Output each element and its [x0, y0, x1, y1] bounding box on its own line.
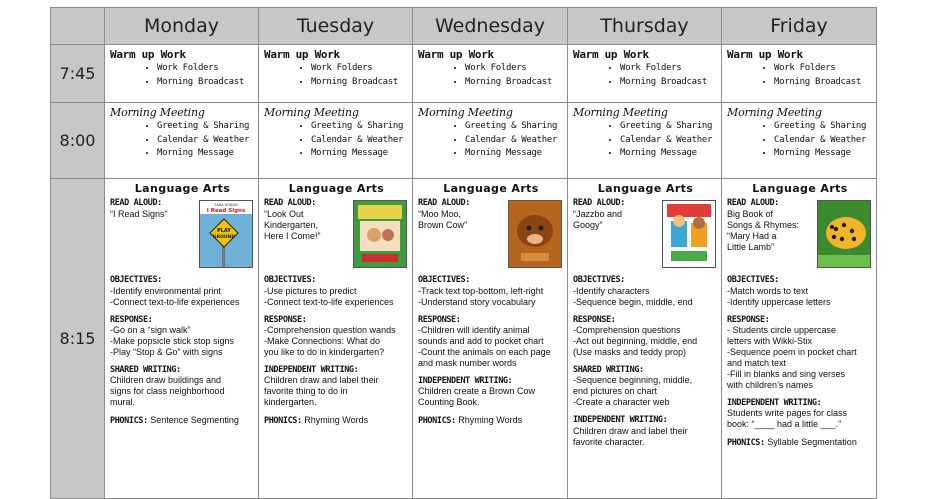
read-aloud-text — [573, 198, 662, 230]
morning-meeting-heading: Morning Meeting — [727, 106, 822, 119]
phonics-value: Sentence Segmenting — [150, 415, 239, 426]
morning-meeting-item: • Greeting & Sharing — [465, 120, 564, 134]
writing-label: INDEPENDENT WRITING: — [418, 375, 513, 386]
response-label: RESPONSE: — [573, 314, 616, 325]
objectives-line: -Sequence begin, middle, end — [573, 296, 693, 307]
independent-writing-label: INDEPENDENT WRITING: — [573, 415, 668, 426]
read-aloud-label: READ ALOUD: — [110, 198, 162, 209]
response-line: -Make Connections: What do — [264, 336, 381, 347]
morning-meeting-heading: Morning Meeting — [110, 106, 205, 119]
writing-line: favorite thing to do in — [264, 386, 348, 397]
objectives-line: -Use pictures to predict — [264, 285, 357, 296]
read-aloud-title-line: Here I Come!” — [264, 230, 321, 241]
warmup-item-list — [264, 62, 409, 89]
warmup-item-list — [418, 62, 564, 89]
moo-moo-brown-cow-cover — [508, 200, 562, 268]
day-header-thursday: Thursday — [568, 8, 722, 45]
response-line: -Comprehension questions — [573, 325, 681, 336]
morning-meeting-cell-monday — [105, 103, 259, 179]
morning-meeting-item: • Greeting & Sharing — [157, 120, 255, 134]
objectives-line: -Identify characters — [573, 285, 650, 296]
row-800 — [51, 103, 877, 179]
response-line: letters with Wikki-Stix — [727, 336, 813, 347]
morning-meeting-item-list — [418, 120, 564, 161]
jazzbo-and-googy-cover — [662, 200, 716, 268]
writing-line: Children draw and label their — [264, 375, 379, 386]
phonics-label: PHONICS: — [110, 416, 148, 427]
writing-line: end pictures on chart — [573, 386, 658, 397]
morning-meeting-item-list — [264, 120, 409, 161]
independent-writing-line: favorite character. — [573, 436, 645, 447]
read-aloud-title-line: “Look Out — [264, 208, 304, 219]
read-aloud-title-line: Songs & Rhymes: — [727, 219, 800, 230]
objectives-line: -Connect text-to-life experiences — [264, 296, 394, 307]
warmup-cell-tuesday — [259, 45, 413, 103]
morning-meeting-heading: Morning Meeting — [264, 106, 359, 119]
morning-meeting-cell-tuesday — [259, 103, 413, 179]
response-label: RESPONSE: — [727, 314, 770, 325]
writing-line: Children create a Brown Cow — [418, 386, 536, 397]
objectives-label: OBJECTIVES: — [573, 275, 625, 286]
language-arts-cell-tuesday — [259, 179, 413, 499]
read-aloud-label: READ ALOUD: — [418, 198, 470, 209]
response-line: -Sequence poem in pocket chart — [727, 347, 857, 357]
writing-label: INDEPENDENT WRITING: — [264, 364, 359, 375]
phonics-line — [418, 415, 564, 426]
read-aloud-block — [110, 198, 255, 268]
time-label: 8:00 — [51, 103, 105, 179]
writing-line: book: “____ had a little ___.” — [727, 419, 842, 430]
response-label: RESPONSE: — [264, 314, 307, 325]
warmup-item: • Morning Broadcast — [774, 76, 873, 90]
language-arts-title: Language Arts — [134, 182, 231, 195]
warmup-cell-thursday — [568, 45, 722, 103]
warmup-item: • Work Folders — [620, 62, 718, 76]
language-arts-title: Language Arts — [288, 182, 385, 195]
response-line: -Play “Stop & Go” with signs — [110, 347, 223, 357]
response-line: -Act out beginning, middle, end — [573, 336, 698, 347]
morning-meeting-item: • Morning Message — [620, 147, 718, 161]
read-aloud-title-line: Brown Cow” — [418, 219, 468, 230]
warmup-item: • Work Folders — [157, 62, 255, 76]
morning-meeting-item: • Greeting & Sharing — [311, 120, 409, 134]
corner-cell — [51, 8, 105, 45]
warmup-item: • Morning Broadcast — [311, 76, 409, 90]
objectives-line: -Identify uppercase letters — [727, 296, 831, 307]
morning-meeting-heading: Morning Meeting — [418, 106, 513, 119]
warmup-cell-monday — [105, 45, 259, 103]
objectives-line: -Track text top-bottom, left-right — [418, 285, 544, 296]
language-arts-title: Language Arts — [597, 182, 694, 195]
language-arts-cell-monday — [105, 179, 259, 499]
warmup-item-list — [727, 62, 873, 89]
read-aloud-block — [264, 198, 409, 268]
read-aloud-title-line: “Moo Moo, — [418, 208, 462, 219]
read-aloud-title-line: “Jazzbo and — [573, 208, 623, 219]
morning-meeting-item-list — [573, 120, 718, 161]
morning-meeting-item: • Morning Message — [465, 147, 564, 161]
objectives-line: -Identify environmental print — [110, 285, 222, 296]
read-aloud-label: READ ALOUD: — [573, 198, 625, 209]
response-line: - Students circle uppercase — [727, 325, 837, 336]
day-header-wednesday: Wednesday — [413, 8, 568, 45]
writing-line: mural. — [110, 397, 136, 408]
phonics-value: Rhyming Words — [458, 415, 523, 426]
response-label: RESPONSE: — [418, 314, 461, 325]
warmup-heading: Warm up Work — [573, 48, 649, 61]
morning-meeting-item: • Calendar & Weather — [311, 134, 409, 148]
read-aloud-title-line: “Mary Had a — [727, 230, 777, 241]
language-arts-cell-wednesday — [413, 179, 568, 499]
warmup-heading: Warm up Work — [727, 48, 803, 61]
svg-text:I Read Signs: I Read Signs — [206, 208, 246, 215]
svg-text:TANA HOBAN: TANA HOBAN — [214, 203, 238, 208]
morning-meeting-item: • Calendar & Weather — [465, 134, 564, 148]
response-line: -Fill in blanks and sing verses — [727, 368, 846, 379]
response-line: and mask number words — [418, 357, 517, 368]
phonics-label: PHONICS: — [264, 416, 302, 427]
header-row — [51, 8, 877, 45]
writing-line: Students write pages for class — [727, 408, 848, 419]
row-745 — [51, 45, 877, 103]
morning-meeting-item: • Greeting & Sharing — [620, 120, 718, 134]
warmup-item-list — [573, 62, 718, 89]
read-aloud-block — [418, 198, 564, 268]
language-arts-cell-thursday — [568, 179, 722, 499]
response-line: with children’s names — [727, 379, 813, 390]
day-header-monday: Monday — [105, 8, 259, 45]
warmup-item: • Work Folders — [774, 62, 873, 76]
look-out-kindergarten-cover — [353, 200, 407, 268]
response-line: -Children will identify animal — [418, 325, 530, 336]
row-815 — [51, 179, 877, 499]
read-aloud-text — [727, 198, 817, 252]
read-aloud-title-line: Kindergarten, — [264, 219, 319, 230]
language-arts-cell-friday — [722, 179, 877, 499]
warmup-heading: Warm up Work — [418, 48, 494, 61]
response-line: -Go on a “sign walk” — [110, 325, 191, 336]
phonics-value: Rhyming Words — [304, 415, 369, 426]
objectives-label: OBJECTIVES: — [418, 275, 470, 286]
morning-meeting-item: • Calendar & Weather — [157, 134, 255, 148]
time-label: 8:15 — [51, 179, 105, 499]
phonics-label: PHONICS: — [418, 416, 456, 427]
warmup-item: • Morning Broadcast — [465, 76, 564, 90]
songs-and-rhymes-cover — [817, 200, 871, 268]
morning-meeting-item: • Calendar & Weather — [620, 134, 718, 148]
morning-meeting-cell-friday — [722, 103, 877, 179]
read-aloud-title-line: “I Read Signs” — [110, 208, 168, 219]
warmup-cell-friday — [722, 45, 877, 103]
objectives-label: OBJECTIVES: — [110, 275, 162, 286]
read-aloud-text — [418, 198, 508, 230]
morning-meeting-cell-wednesday — [413, 103, 568, 179]
warmup-item: • Work Folders — [465, 62, 564, 76]
objectives-label: OBJECTIVES: — [727, 275, 779, 286]
warmup-item-list — [110, 62, 255, 89]
phonics-line — [727, 437, 873, 448]
objectives-line: -Connect text-to-life experiences — [110, 296, 240, 307]
response-line: you like to do in kindergarten? — [264, 347, 385, 357]
writing-line: kindergarten. — [264, 397, 317, 408]
writing-line: Counting Book. — [418, 397, 480, 408]
weekly-schedule-table — [50, 7, 877, 499]
writing-label: SHARED WRITING: — [573, 364, 644, 375]
warmup-item: • Morning Broadcast — [620, 76, 718, 90]
response-line: -Make popsicle stick stop signs — [110, 336, 235, 347]
morning-meeting-item: • Calendar & Weather — [774, 134, 873, 148]
phonics-value: Syllable Segmentation — [767, 437, 857, 448]
day-header-tuesday: Tuesday — [259, 8, 413, 45]
warmup-cell-wednesday — [413, 45, 568, 103]
morning-meeting-item: • Morning Message — [311, 147, 409, 161]
read-aloud-label: READ ALOUD: — [264, 198, 316, 209]
writing-line: -Sequence beginning, middle, — [573, 375, 693, 386]
morning-meeting-cell-thursday — [568, 103, 722, 179]
read-aloud-title-line: Little Lamb” — [727, 241, 775, 252]
response-line: and match text — [727, 357, 787, 368]
read-aloud-text — [264, 198, 353, 241]
phonics-line — [264, 415, 409, 426]
morning-meeting-item: • Morning Message — [774, 147, 873, 161]
response-line: -Count the animals on each page — [418, 347, 551, 357]
warmup-heading: Warm up Work — [110, 48, 186, 61]
language-arts-title: Language Arts — [443, 182, 539, 195]
phonics-line — [110, 415, 255, 426]
writing-line: signs for class neighborhood — [110, 386, 225, 397]
svg-text:GROUND: GROUND — [212, 235, 236, 241]
response-label: RESPONSE: — [110, 314, 153, 325]
objectives-label: OBJECTIVES: — [264, 275, 316, 286]
writing-line: Children draw buildings and — [110, 375, 222, 386]
svg-text:PLAY: PLAY — [217, 228, 231, 235]
read-aloud-text — [110, 198, 199, 219]
writing-line: -Create a character web — [573, 397, 670, 408]
writing-label: INDEPENDENT WRITING: — [727, 397, 822, 408]
i-read-signs-cover — [199, 200, 253, 268]
independent-writing-line: Children draw and label their — [573, 425, 688, 436]
time-label: 7:45 — [51, 45, 105, 103]
objectives-line: -Match words to text — [727, 285, 809, 296]
read-aloud-title-line: Googy” — [573, 219, 603, 230]
read-aloud-block — [727, 198, 873, 268]
morning-meeting-item-list — [110, 120, 255, 161]
morning-meeting-item: • Greeting & Sharing — [774, 120, 873, 134]
read-aloud-block — [573, 198, 718, 268]
morning-meeting-heading: Morning Meeting — [573, 106, 668, 119]
objectives-line: -Understand story vocabulary — [418, 296, 536, 307]
morning-meeting-item-list — [727, 120, 873, 161]
warmup-item: • Morning Broadcast — [157, 76, 255, 90]
day-header-friday: Friday — [722, 8, 877, 45]
morning-meeting-item: • Morning Message — [157, 147, 255, 161]
read-aloud-label: READ ALOUD: — [727, 198, 779, 209]
phonics-label: PHONICS: — [727, 438, 765, 449]
response-line: sounds and add to pocket chart — [418, 336, 544, 347]
response-line: (Use masks and teddy prop) — [573, 347, 687, 357]
read-aloud-title-line: Big Book of — [727, 208, 774, 219]
writing-label: SHARED WRITING: — [110, 364, 181, 375]
warmup-heading: Warm up Work — [264, 48, 340, 61]
language-arts-title: Language Arts — [752, 182, 848, 195]
response-line: -Comprehension question wands — [264, 325, 396, 336]
warmup-item: • Work Folders — [311, 62, 409, 76]
